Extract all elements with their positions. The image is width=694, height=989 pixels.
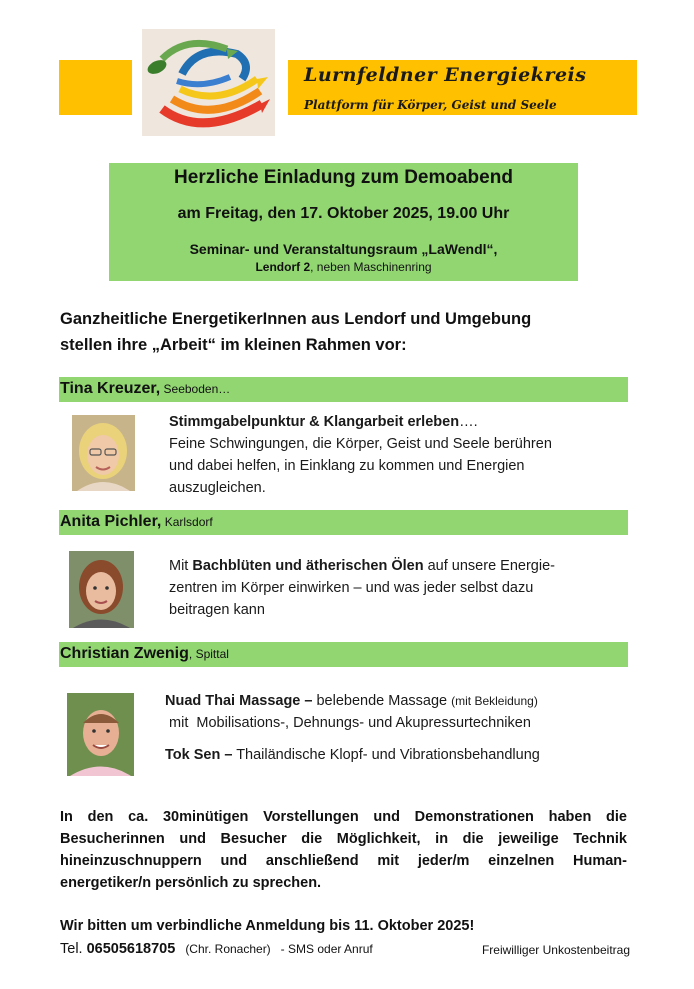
organization-name: Lurnfeldner Energiekreis [304, 64, 587, 86]
description-line: mit Mobilisations-, Dehnungs- und Akupressurtechniken [165, 715, 531, 731]
description-text: Thailändische Klopf- und Vibrationsbehandlung [232, 747, 540, 763]
presenter-photo-anita-pichler [69, 551, 134, 628]
description-line: auszugleichen. [169, 480, 266, 496]
presenter-bar-christian-zwenig [59, 642, 628, 667]
phone-number: 06505618705 [86, 941, 176, 957]
presenter-name: Anita Pichler, [60, 513, 162, 530]
presenter-description-anita-pichler [169, 555, 609, 621]
technique-name: Nuad Thai Massage – [165, 693, 313, 709]
closing-paragraph: In den ca. 30minütigen Vorstellungen und Demonstrationen haben die Besucherinnen und Besucher die Möglichkeit, in die jeweilige Technik hineinzuschnuppern und anschließend mit jeder/m einzelnen Human-energetiker/n persönlich zu sprechen. [60, 809, 627, 891]
intro-line: Ganzheitliche EnergetikerInnen aus Lendorf und Umgebung [60, 310, 532, 328]
presenter-description-tina-kreuzer [169, 411, 609, 499]
description-line: Feine Schwingungen, die Körper, Geist und Seele berühren [169, 436, 552, 452]
event-date: am Freitag, den 17. Oktober 2025, 19.00 Uhr [177, 205, 510, 222]
description-text: belebende Massage [312, 693, 452, 709]
swirling-arrows-logo-icon [142, 29, 275, 136]
description-note: (mit Bekleidung) [451, 694, 538, 708]
header-accent-block [59, 60, 132, 115]
address-street: Lendorf 2 [255, 260, 311, 274]
technique-name: Bachblüten und ätherischen Ölen [192, 558, 424, 574]
presenter-bar-tina-kreuzer [59, 377, 628, 402]
description-line: und dabei helfen, in Einklang zu kommen und Energien [169, 458, 525, 474]
description-line: zentren im Körper einwirken – und was jeder selbst dazu [169, 580, 534, 596]
presenter-bar-anita-pichler [59, 510, 628, 535]
presenter-photo-tina-kreuzer [72, 415, 135, 491]
contact-line [60, 941, 630, 957]
description-text: Mit [169, 558, 193, 574]
presenter-name: Christian Zwenig [60, 645, 189, 662]
presenter-location: Seeboden… [160, 382, 231, 396]
technique-name: Stimmgabelpunktur & Klangarbeit erleben [169, 414, 460, 430]
event-address [109, 260, 578, 274]
presenter-name: Tina Kreuzer, [60, 380, 161, 397]
invitation-box [109, 163, 578, 281]
contact-person: (Chr. Ronacher) - SMS oder Anruf [175, 942, 373, 956]
address-note: , neben Maschinenring [310, 260, 432, 274]
intro-line: stellen ihre „Arbeit“ im kleinen Rahmen vor: [60, 336, 407, 354]
organization-tagline: Plattform für Körper, Geist und Seele [304, 98, 557, 112]
presenter-photo-christian-zwenig [67, 693, 134, 776]
presenter-location: Karlsdorf [161, 515, 213, 529]
fee-note: Freiwilliger Unkostenbeitrag [481, 943, 630, 957]
technique-name: Tok Sen – [165, 747, 233, 763]
presenter-location: , Spittal [188, 647, 229, 661]
description-text: …. [459, 414, 478, 430]
description-line: beitragen kann [169, 602, 265, 618]
header-title-banner [288, 60, 637, 115]
registration-deadline: Wir bitten um verbindliche Anmeldung bis 11. Oktober 2025! [60, 918, 475, 934]
description-text: auf unsere Energie- [423, 558, 555, 574]
presenter-description-christian-zwenig [165, 690, 615, 766]
phone-label: Tel. [60, 941, 87, 957]
invitation-title: Herzliche Einladung zum Demoabend [174, 167, 513, 188]
intro-text [60, 306, 620, 358]
event-venue: Seminar- und Veranstaltungsraum „LaWendl“, [189, 241, 498, 257]
